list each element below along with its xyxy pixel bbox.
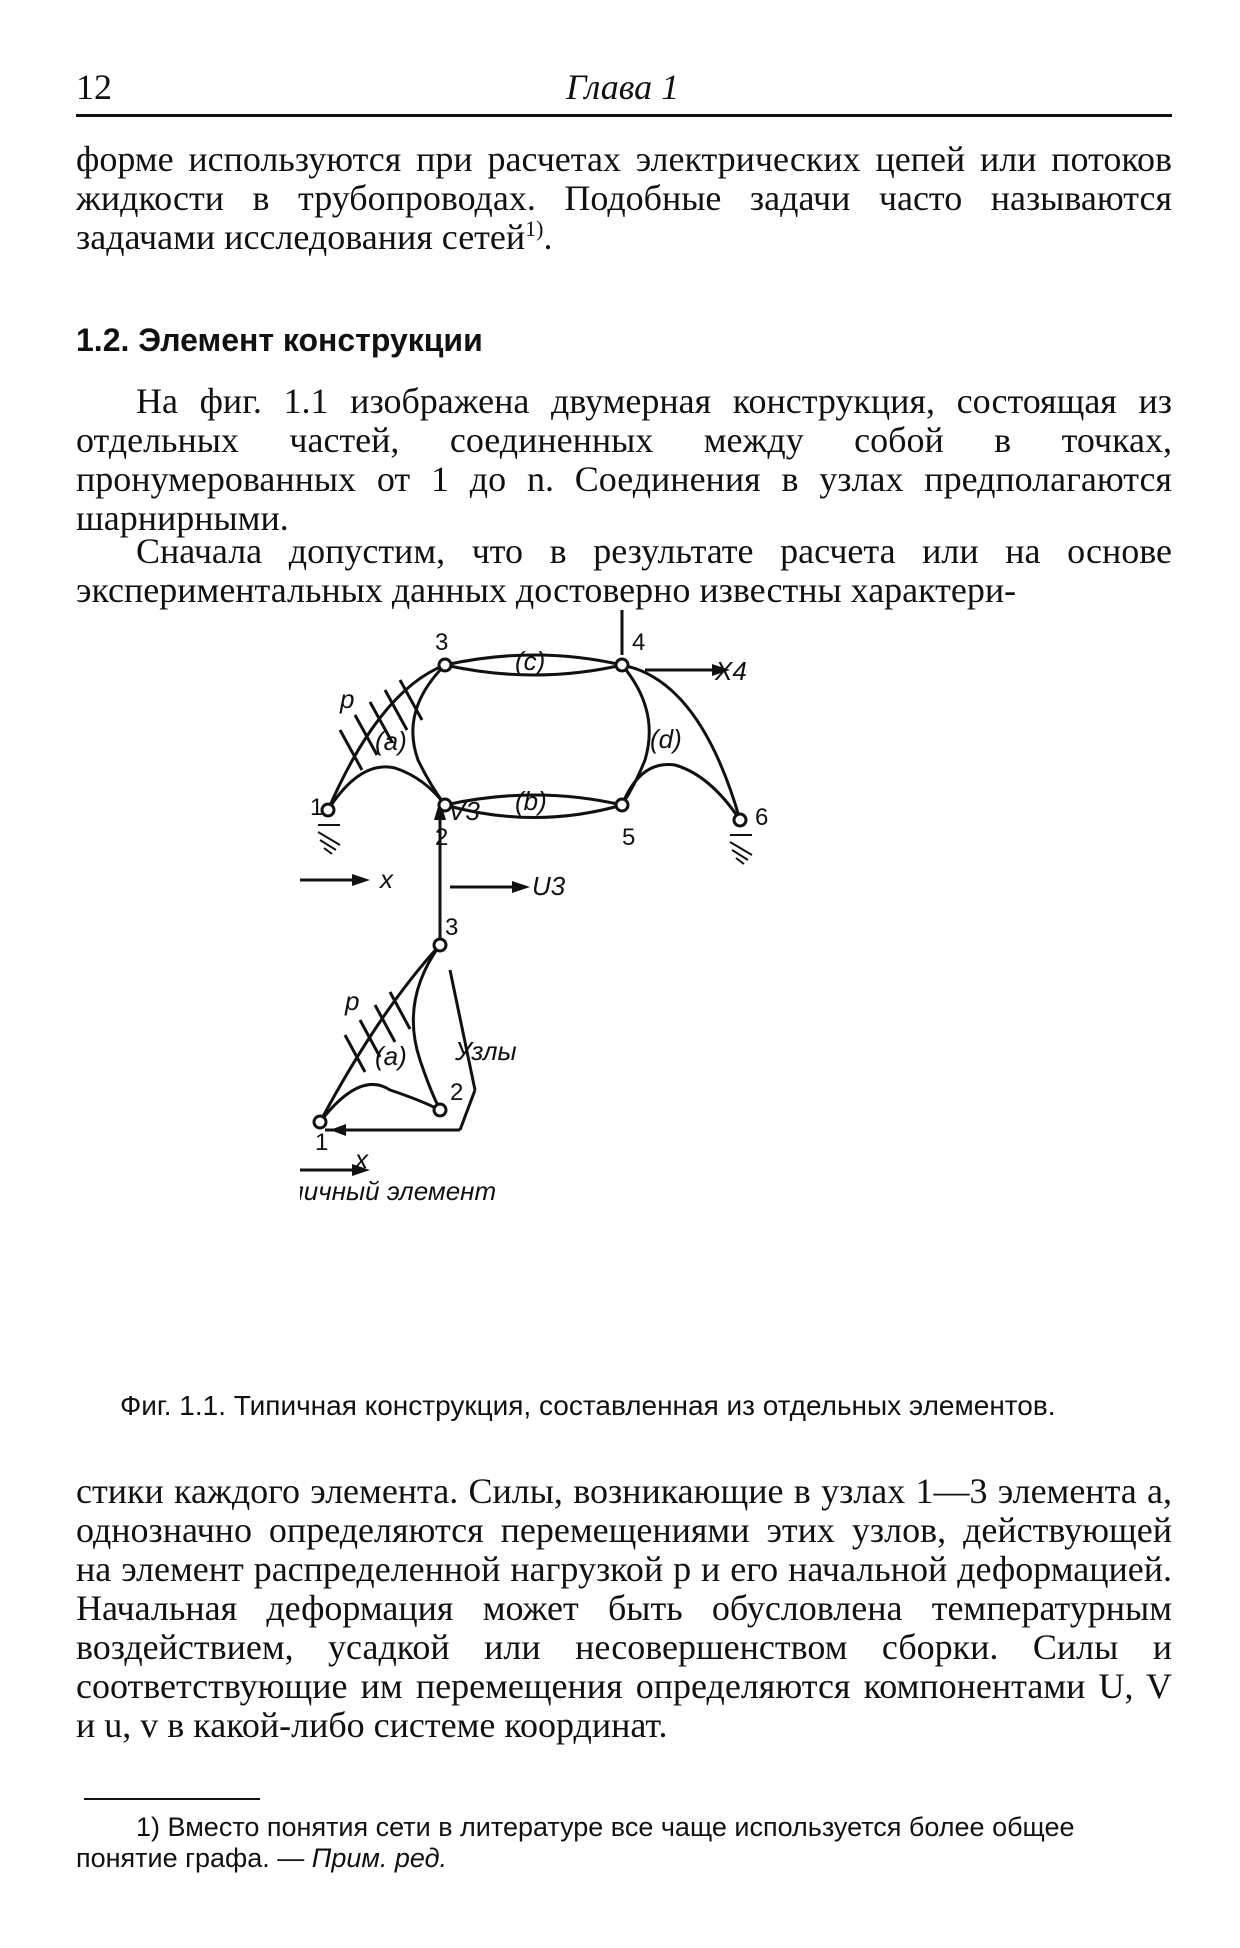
paragraph-1-end: .: [543, 217, 553, 257]
label-element-a: (a): [375, 726, 407, 756]
label-node-2: 2: [435, 824, 449, 851]
page-number: 12: [76, 67, 112, 107]
axes-bottom: [300, 1060, 360, 1170]
label-node-6: 6: [755, 804, 769, 831]
label-bottom-element-a: (a): [375, 1041, 407, 1071]
label-element-c: (c): [515, 646, 546, 676]
section-heading: 1.2. Элемент конструкции: [76, 322, 483, 358]
label-force-v3: V3: [448, 796, 480, 826]
label-load-p-bottom: p: [345, 986, 360, 1016]
paragraph-3: Сначала допустим, что в результате расчета или на основе экспериментальных данных достоверно известны характери-: [76, 531, 1172, 610]
paragraph-4: стики каждого элемента. Силы, возникающие в узлах 1—3 элемента a, однозначно определяются перемещениями этих узлов, действующей на элемент распределенной нагрузкой p и его начальной деформацией. Начальная деформация может быть обусловлена температурным воздействием, усадкой или несовершенством сборки. Силы и соответствующие им перемещения определяются компонентами U, V и u, v в какой-либо системе координат.: [76, 1471, 1172, 1745]
label-element-b: (b): [515, 786, 547, 816]
paragraph-1: [76, 140, 1172, 257]
label-force-x4: X4: [715, 656, 747, 686]
footnote-ref: 1): [525, 216, 544, 241]
supports: [318, 825, 752, 864]
structure-diagram: [300, 610, 1000, 1370]
node-4-hinge: [616, 659, 628, 671]
bottom-node-1: [314, 1116, 326, 1128]
support-node-6: [730, 835, 752, 864]
paragraph-2: На фиг. 1.1 изображена двумерная конструкция, состоящая из отдельных частей, соединенных между собой в точках, пронумерованных от 1 до n. Соединения в узлах предполагаются шарнирными.: [76, 381, 1172, 538]
label-axis-x-top: x: [380, 864, 393, 894]
label-bottom-node-3: 3: [445, 914, 459, 941]
node-5-hinge: [616, 799, 628, 811]
label-node-4: 4: [632, 629, 646, 656]
bottom-node-2: [434, 1104, 446, 1116]
label-node-1: 1: [310, 794, 324, 821]
header-rule: [76, 114, 1172, 117]
label-load-p-top: p: [340, 684, 355, 714]
element-d-inner-edge: [622, 665, 649, 805]
label-nodes: Узлы: [455, 1036, 517, 1066]
page-header: [76, 58, 1172, 114]
figure-caption: Фиг. 1.1. Типичная конструкция, составленная из отдельных элементов.: [120, 1390, 1056, 1421]
footnote-text: Вместо понятия сети в литературе все чаще используется более общее понятие графа. —: [76, 1812, 1075, 1873]
chapter-title: Глава 1: [566, 67, 680, 107]
footnote-marker: 1): [136, 1812, 161, 1842]
arrowhead-x-top: [352, 874, 370, 886]
arrowhead-u3: [512, 881, 530, 893]
element-a-inner-edge: [413, 665, 445, 805]
node-6-hinge: [734, 814, 746, 826]
label-typical-element: ичный элемент: [303, 1176, 497, 1206]
arrowhead-node-1: [330, 1124, 346, 1136]
node-1-hinge: [322, 804, 334, 816]
label-axis-x-bottom: x: [355, 1144, 368, 1174]
label-force-u3: U3: [532, 871, 566, 901]
footnote: [76, 1812, 1172, 1874]
support-node-1: [318, 825, 340, 854]
figure-1-1: [300, 610, 1000, 1370]
label-node-3: 3: [435, 629, 449, 656]
label-node-5: 5: [622, 824, 636, 851]
axes-top: [300, 760, 360, 880]
label-bottom-node-1: 1: [315, 1129, 329, 1156]
footnote-rule: [84, 1798, 260, 1800]
label-bottom-node-2: 2: [450, 1079, 464, 1106]
footnote-editor-note: Прим. ред.: [311, 1843, 448, 1873]
bottom-element-outer-edge: [320, 945, 440, 1122]
label-element-d: (d): [650, 724, 682, 754]
node-3-hinge: [439, 659, 451, 671]
paragraph-1-text: форме используются при расчетах электрических цепей или потоков жидкости в трубопроводах. Подобные задачи часто называются задачами исследования сетей: [76, 139, 1172, 257]
